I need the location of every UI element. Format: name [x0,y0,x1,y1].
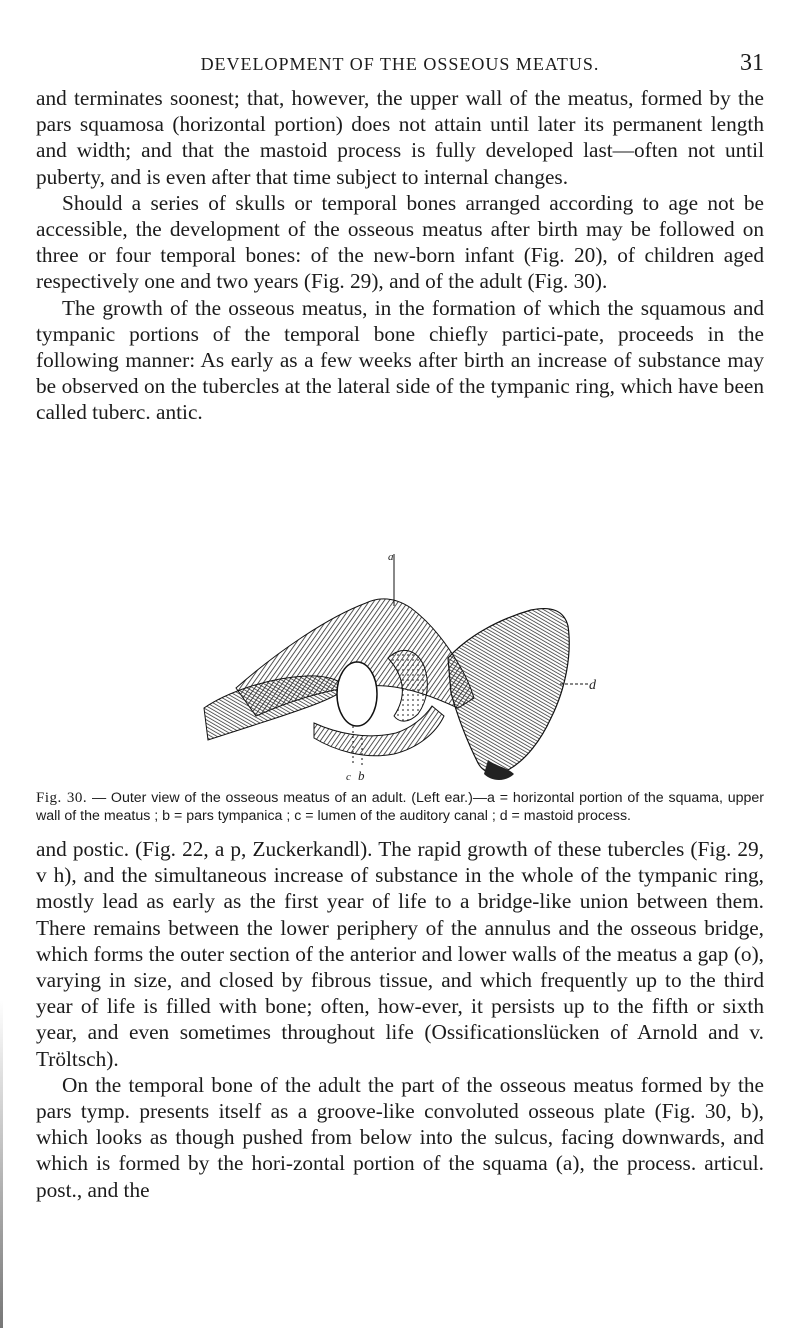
body-text-top [36,85,764,426]
figure-number: Fig. 30. [36,790,88,806]
running-title: DEVELOPMENT OF THE OSSEOUS MEATUS. [200,54,600,74]
page-edge-shadow [0,1000,3,1328]
figure-caption [36,790,764,825]
osseous-meatus-illustration [196,548,606,788]
meatus-lumen [337,662,377,726]
mastoid-process [448,609,569,774]
tympanic-plate [314,706,444,756]
label-b: b [358,768,365,783]
figure-caption-text: — Outer view of the osseous meatus of an adult. (Left ear.)—a = horizontal portion of the squama, upper wall of the meatus ; b = pars tympanica ; c = lumen of the auditory canal ; d = mastoid process. [36,790,764,824]
figure-osseous-meatus [196,548,606,788]
paragraph: and terminates soonest; that, however, the upper wall of the meatus, formed by the pars squamosa (horizontal portion) does not attain until later its permanent length and width; and that the mastoid process is fully developed last—often not until puberty, and is even after that time subject to internal changes. [36,86,764,189]
body-text-bottom [36,836,764,1203]
label-a: a [388,551,394,563]
paragraph: and postic. (Fig. 22, a p, Zuckerkandl). The rapid growth of these tubercles (Fig. 29, v h), and the simultaneous increase of substance in the whole of the tympanic ring, mostly lead as early as the first year of life to a bridge-like union between them. There remains between the lower periphery of the annulus and the osseous bridge, which forms the outer section of the anterior and lower walls of the meatus a gap (o), varying in size, and closed by fibrous tissue, and which frequently up to the third year of life is filled with bone; often, how-ever, it persists up to the fifth or sixth year, and even sometimes throughout life (Ossificationslücken of Arnold and v. Tröltsch). [36,837,764,1071]
paragraph: Should a series of skulls or temporal bones arranged according to age not be accessible, the development of the osseous meatus after birth may be followed on three or four temporal bones: of the new-born infant (Fig. 20), of children aged respectively one and two years (Fig. 29), and of the adult (Fig. 30). [36,190,764,294]
paragraph: On the temporal bone of the adult the part of the osseous meatus formed by the pars tymp. presents itself as a groove-like convoluted osseous plate (Fig. 30, b), which looks as though pushed from below into the sulcus, facing downwards, and which is formed by the hori-zontal portion of the squama (a), the process. articul. post., and the [36,1072,764,1202]
label-c: c [346,771,351,783]
page-number: 31 [740,50,764,76]
label-d: d [589,678,596,693]
running-head [36,50,764,84]
paragraph: The growth of the osseous meatus, in the formation of which the squamous and tympanic portions of the temporal bone chiefly partici-pate, proceeds in the following manner: As early as a few weeks after birth an increase of substance may be observed on the tubercles at the lateral side of the tympanic ring, which have been called tuberc. antic. [36,295,764,425]
